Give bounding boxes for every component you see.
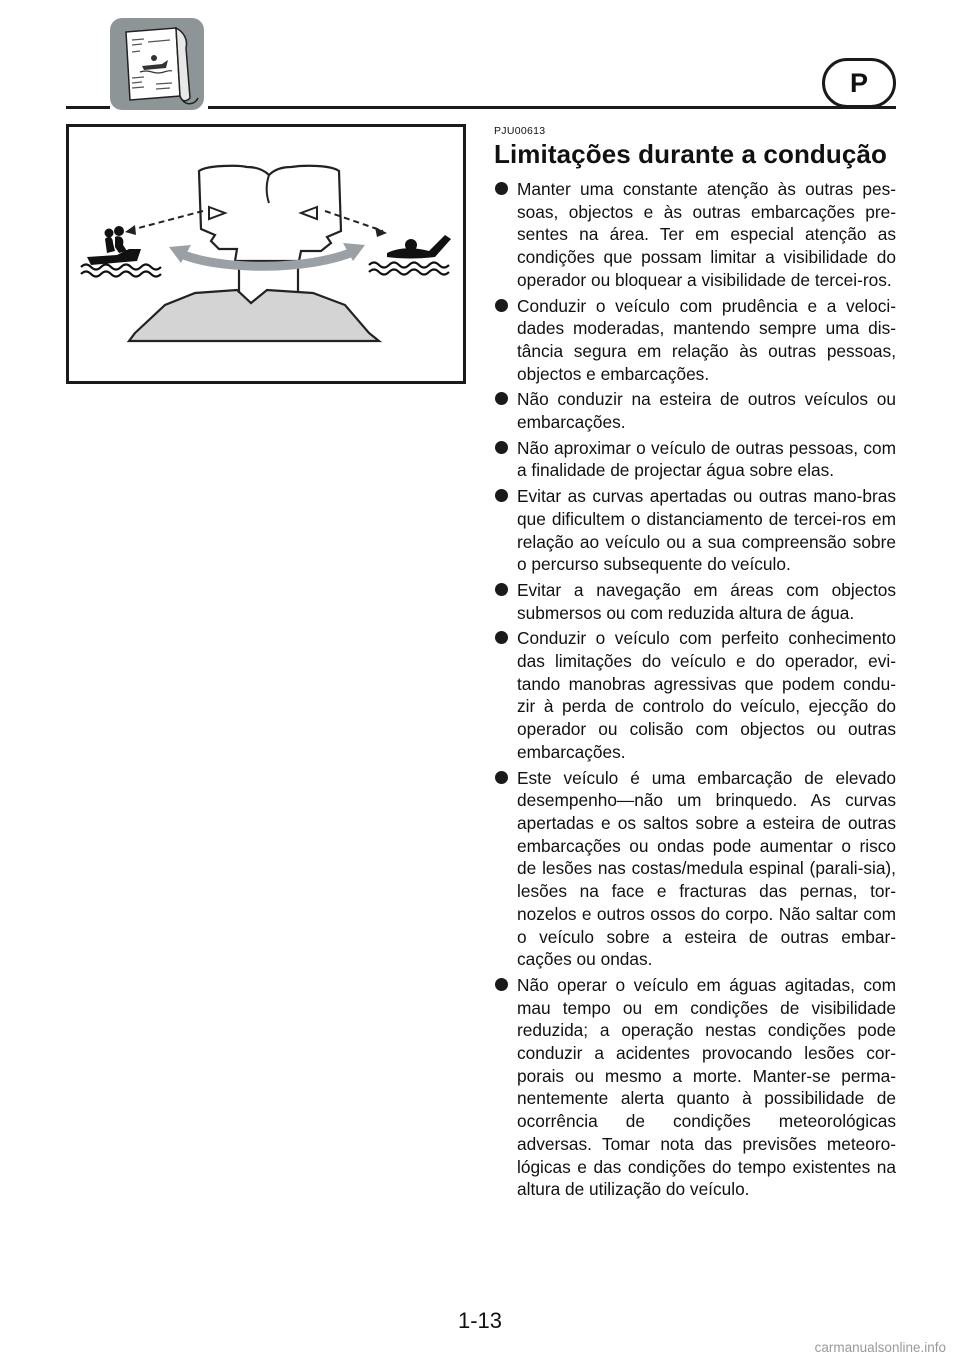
bullet-icon bbox=[495, 771, 508, 784]
head-icon bbox=[199, 166, 341, 261]
bullet-list bbox=[494, 178, 896, 1204]
header-rule-left bbox=[66, 106, 110, 109]
list-item bbox=[494, 388, 896, 433]
watermark: carmanualsonline.info bbox=[814, 1340, 946, 1355]
list-item-text: Manter uma constante atenção às outras pes-soas, objectos e às outras embarcações pre-sentes na área. Ter em especial atenção as condições que possam limitar a visibilidade do operador ou bloquear a visibilidade de tercei-ros. bbox=[517, 179, 896, 290]
list-item bbox=[494, 295, 896, 386]
arrow-icon bbox=[375, 227, 387, 237]
arrow-icon bbox=[125, 225, 136, 235]
bullet-icon bbox=[495, 441, 508, 454]
bullet-icon bbox=[495, 978, 508, 991]
section-code: PJU00613 bbox=[494, 125, 546, 137]
bullet-icon bbox=[495, 182, 508, 195]
list-item-text: Não conduzir na esteira de outros veículos ou embarcações. bbox=[517, 389, 896, 433]
bullet-icon bbox=[495, 392, 508, 405]
list-item-text: Evitar as curvas apertadas ou outras mano-bras que dificultem o distanciamento de tercei-ros em relação ao veículo ou a sua compreensão sobre o percurso subsequente do veículo. bbox=[517, 486, 896, 575]
list-item bbox=[494, 627, 896, 763]
list-item bbox=[494, 437, 896, 482]
list-item-text: Não operar o veículo em águas agitadas, com mau tempo ou em condições de visibilidade reduzida; a operação nestas condições pode conduzir a acidentes provocando lesões cor-porais ou mesmo a morte. Manter-se perma-nentemente alerta quanto à possibilidade de ocorrência de condições meteorológicas adversas. Tomar nota das previsões meteoro-lógicas e das condições do tempo existentes na altura de utilização do veículo. bbox=[517, 974, 896, 1200]
bullet-icon bbox=[495, 583, 508, 596]
list-item bbox=[494, 767, 896, 971]
page-number: 1-13 bbox=[457, 1308, 503, 1333]
list-item bbox=[494, 178, 896, 292]
list-item-text: Evitar a navegação em áreas com objectos submersos ou com reduzida altura de água. bbox=[517, 579, 896, 623]
list-item-text: Conduzir o veículo com perfeito conhecimento das limitações do veículo e do operador, evi-tando manobras agressivas que podem condu-zir à perda de controlo do veículo, ejecção do operador ou colisão com objectos ou outras embarcações. bbox=[517, 628, 896, 762]
list-item bbox=[494, 974, 896, 1201]
list-item-text: Não aproximar o veículo de outras pessoas, com a finalidade de projectar água sobre elas. bbox=[517, 437, 896, 481]
list-item-text: Este veículo é uma embarcação de elevado desempenho—não um brinquedo. As curvas apertadas e os saltos sobre a esteira de outras embarcações ou ondas pode aumentar o risco de lesões nas costas/medula espinal (parali-sia), lesões na face e fracturas das pernas, tor-nozelos e outros ossos do corpo. Não saltar com o veículo sobre a esteira de outras embar-cações ou ondas. bbox=[517, 767, 896, 970]
bullet-icon bbox=[495, 299, 508, 312]
visibility-illustration bbox=[66, 124, 466, 384]
bullet-icon bbox=[495, 489, 508, 502]
list-item bbox=[494, 579, 896, 624]
header-rule-right bbox=[208, 106, 896, 109]
bullet-icon bbox=[495, 631, 508, 644]
torso-outline bbox=[129, 290, 379, 341]
list-item-text: Conduzir o veículo com prudência e a veloci-dades moderadas, mantendo sempre uma dis-tância segura em relação às outras pessoas, objectos e embarcações. bbox=[517, 295, 896, 384]
owners-manual-icon bbox=[110, 18, 204, 110]
section-title: Limitações durante a condução bbox=[494, 139, 887, 169]
list-item bbox=[494, 485, 896, 576]
language-badge: P bbox=[822, 58, 896, 108]
swimmer-icon bbox=[387, 235, 451, 259]
